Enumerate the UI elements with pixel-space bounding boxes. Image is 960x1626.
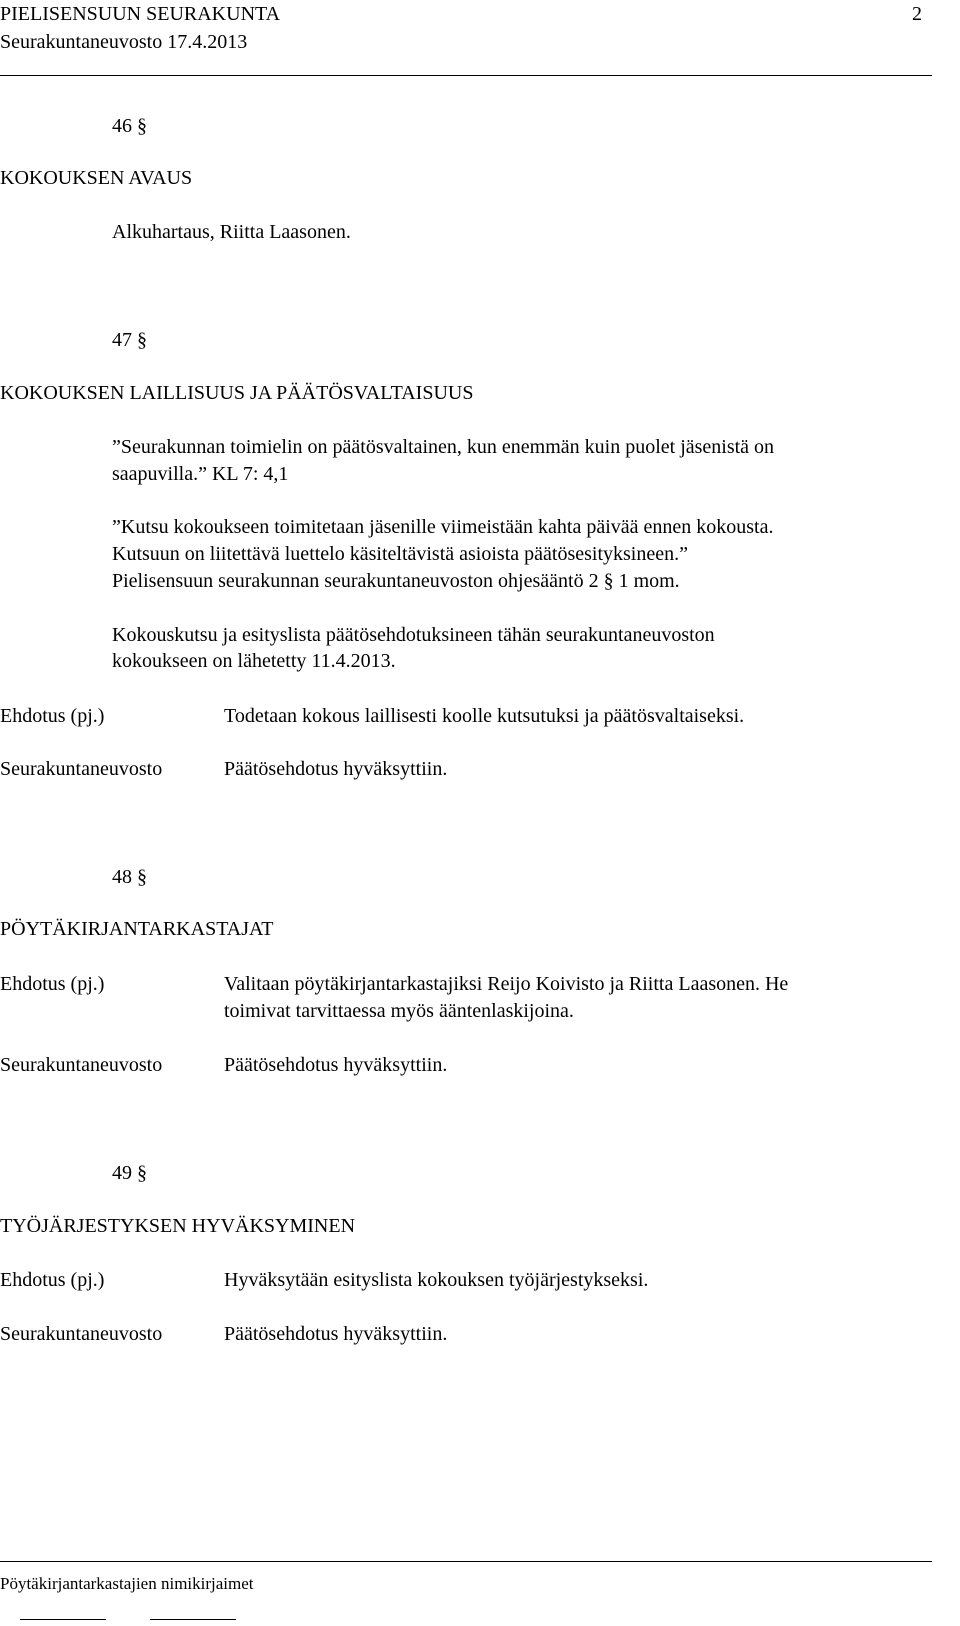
section-49-number: 49 § bbox=[112, 1162, 147, 1184]
header-org: PIELISENSUUN SEURAKUNTA bbox=[0, 3, 281, 25]
section-47-decision-label: Seurakuntaneuvosto bbox=[0, 758, 163, 780]
section-47-decision-text: Päätösehdotus hyväksyttiin. bbox=[224, 758, 448, 780]
section-47-body-line: Pielisensuun seurakunnan seurakuntaneuvoston ohjesääntö 2 § 1 mom. bbox=[112, 570, 680, 592]
section-47-proposal-label: Ehdotus (pj.) bbox=[0, 705, 105, 727]
header-meeting: Seurakuntaneuvosto 17.4.2013 bbox=[0, 31, 248, 53]
section-47-body-line: ”Kutsu kokoukseen toimitetaan jäsenille viimeistään kahta päivää ennen kokousta. bbox=[112, 516, 774, 538]
section-46-number: 46 § bbox=[112, 115, 147, 137]
section-48-decision-text: Päätösehdotus hyväksyttiin. bbox=[224, 1054, 448, 1076]
section-49-proposal-text: Hyväksytään esityslista kokouksen työjärjestykseksi. bbox=[224, 1269, 649, 1291]
initials-line-1 bbox=[20, 1619, 106, 1620]
section-48-title: PÖYTÄKIRJANTARKASTAJAT bbox=[0, 918, 274, 940]
section-49-title: TYÖJÄRJESTYKSEN HYVÄKSYMINEN bbox=[0, 1215, 356, 1237]
section-48-proposal-text: toimivat tarvittaessa myös ääntenlaskijoina. bbox=[224, 1000, 574, 1022]
section-48-proposal-label: Ehdotus (pj.) bbox=[0, 973, 105, 995]
footer-label: Pöytäkirjantarkastajien nimikirjaimet bbox=[0, 1574, 254, 1593]
section-49-decision-text: Päätösehdotus hyväksyttiin. bbox=[224, 1323, 448, 1345]
section-48-decision-label: Seurakuntaneuvosto bbox=[0, 1054, 163, 1076]
section-48-number: 48 § bbox=[112, 866, 147, 888]
section-46-title: KOKOUKSEN AVAUS bbox=[0, 167, 193, 189]
section-47-body-line: ”Seurakunnan toimielin on päätösvaltainen, kun enemmän kuin puolet jäsenistä on bbox=[112, 436, 775, 458]
section-49-proposal-label: Ehdotus (pj.) bbox=[0, 1269, 105, 1291]
initials-line-2 bbox=[150, 1619, 236, 1620]
section-47-proposal-text: Todetaan kokous laillisesti koolle kutsutuksi ja päätösvaltaiseksi. bbox=[224, 705, 745, 727]
footer-rule bbox=[0, 1561, 932, 1562]
page-number: 2 bbox=[912, 3, 922, 25]
section-47-body-line: Kokouskutsu ja esityslista päätösehdotuksineen tähän seurakuntaneuvoston bbox=[112, 624, 715, 646]
section-47-body-line: kokoukseen on lähetetty 11.4.2013. bbox=[112, 650, 396, 672]
header-rule bbox=[0, 75, 932, 76]
section-48-proposal-text: Valitaan pöytäkirjantarkastajiksi Reijo Koivisto ja Riitta Laasonen. He bbox=[224, 973, 789, 995]
section-46-body-line: Alkuhartaus, Riitta Laasonen. bbox=[112, 221, 351, 243]
section-49-decision-label: Seurakuntaneuvosto bbox=[0, 1323, 163, 1345]
section-47-title: KOKOUKSEN LAILLISUUS JA PÄÄTÖSVALTAISUUS bbox=[0, 382, 474, 404]
section-47-body-line: saapuvilla.” KL 7: 4,1 bbox=[112, 463, 289, 485]
section-47-body-line: Kutsuun on liitettävä luettelo käsiteltävistä asioista päätösesityksineen.” bbox=[112, 543, 688, 565]
section-47-number: 47 § bbox=[112, 329, 147, 351]
